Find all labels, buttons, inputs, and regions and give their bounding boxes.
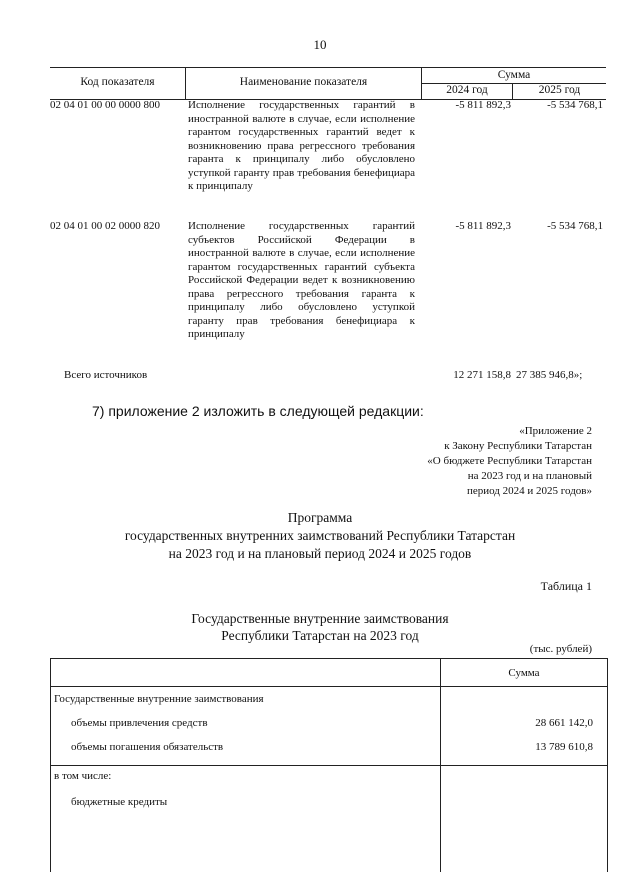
- header-sum: Сумма: [508, 667, 540, 679]
- section-title-line: Государственные внутренние заимствования: [191, 611, 449, 626]
- section-title: [0, 610, 640, 644]
- header-name: Наименование показателя: [239, 76, 368, 88]
- appendix-reference: [427, 424, 592, 499]
- sources-table: [50, 67, 606, 340]
- row-value-2024: -5 811 892,3: [455, 99, 511, 111]
- total-value-2024: 12 271 158,8: [453, 369, 511, 381]
- row-value-2024: -5 811 892,3: [455, 220, 511, 232]
- table-row-label: Государственные внутренние заимствования: [54, 693, 264, 705]
- appendix-line: период 2024 и 2025 годов»: [466, 485, 592, 497]
- amendment-instruction: 7) приложение 2 изложить в следующей редакции:: [92, 403, 424, 419]
- table-row-label: бюджетные кредиты: [71, 796, 168, 808]
- borrowings-table: [50, 658, 608, 872]
- row-value-2025: -5 534 768,1: [547, 99, 603, 111]
- table-row-value: 13 789 610,8: [535, 741, 593, 753]
- total-label: Всего источников: [64, 369, 148, 381]
- appendix-line: к Закону Республики Татарстан: [444, 440, 592, 452]
- table-row-label: объемы привлечения средств: [71, 717, 208, 729]
- table-row-label: объемы погашения обязательств: [71, 741, 224, 753]
- program-title: [0, 509, 640, 563]
- appendix-line: на 2023 год и на плановый: [467, 470, 592, 482]
- appendix-line: «Приложение 2: [519, 425, 592, 437]
- total-value-2025: 27 385 946,8»;: [516, 369, 583, 381]
- program-title-line: на 2023 год и на плановый период 2024 и 2025 годов: [168, 546, 472, 561]
- row-value-2025: -5 534 768,1: [547, 220, 603, 232]
- section-title-line: Республики Татарстан на 2023 год: [221, 628, 419, 643]
- program-title-line: Программа: [287, 510, 353, 525]
- header-year-2024: 2024 год: [446, 84, 488, 96]
- sources-table-header: [50, 67, 606, 100]
- table-label: Таблица 1: [540, 579, 592, 593]
- header-sum: Сумма: [497, 69, 531, 81]
- header-code: Код показателя: [80, 76, 155, 88]
- row-name: Исполнение государственных гарантий субъектов Российской Федерации в иностранной валюте в случае, если исполнение гарантом государственных гарантий субъекта Российской Федерации ведет к возникновению права регрессного требования гаранта к принципалу либо обусловлено уступкой гаранту прав требования бенефициара к принципалу: [188, 220, 415, 340]
- table-row-label: в том числе:: [54, 770, 112, 782]
- program-title-line: государственных внутренних заимствований Республики Татарстан: [124, 528, 516, 543]
- appendix-line: «О бюджете Республики Татарстан: [427, 455, 592, 467]
- row-code: 02 04 01 00 00 0000 800: [50, 99, 160, 111]
- row-code: 02 04 01 00 02 0000 820: [50, 220, 160, 232]
- unit-label: (тыс. рублей): [529, 643, 592, 655]
- table-row-value: 28 661 142,0: [535, 717, 593, 729]
- header-year-2025: 2025 год: [538, 84, 581, 96]
- page-number: 10: [313, 37, 327, 52]
- row-name: Исполнение государственных гарантий в иностранной валюте в случае, если исполнение гарантом государственных гарантий ведет к возникновению права регрессного требования гаранта к принципалу либо обусловлено уступкой гаранту прав требования бенефициара к принципалу: [188, 99, 415, 192]
